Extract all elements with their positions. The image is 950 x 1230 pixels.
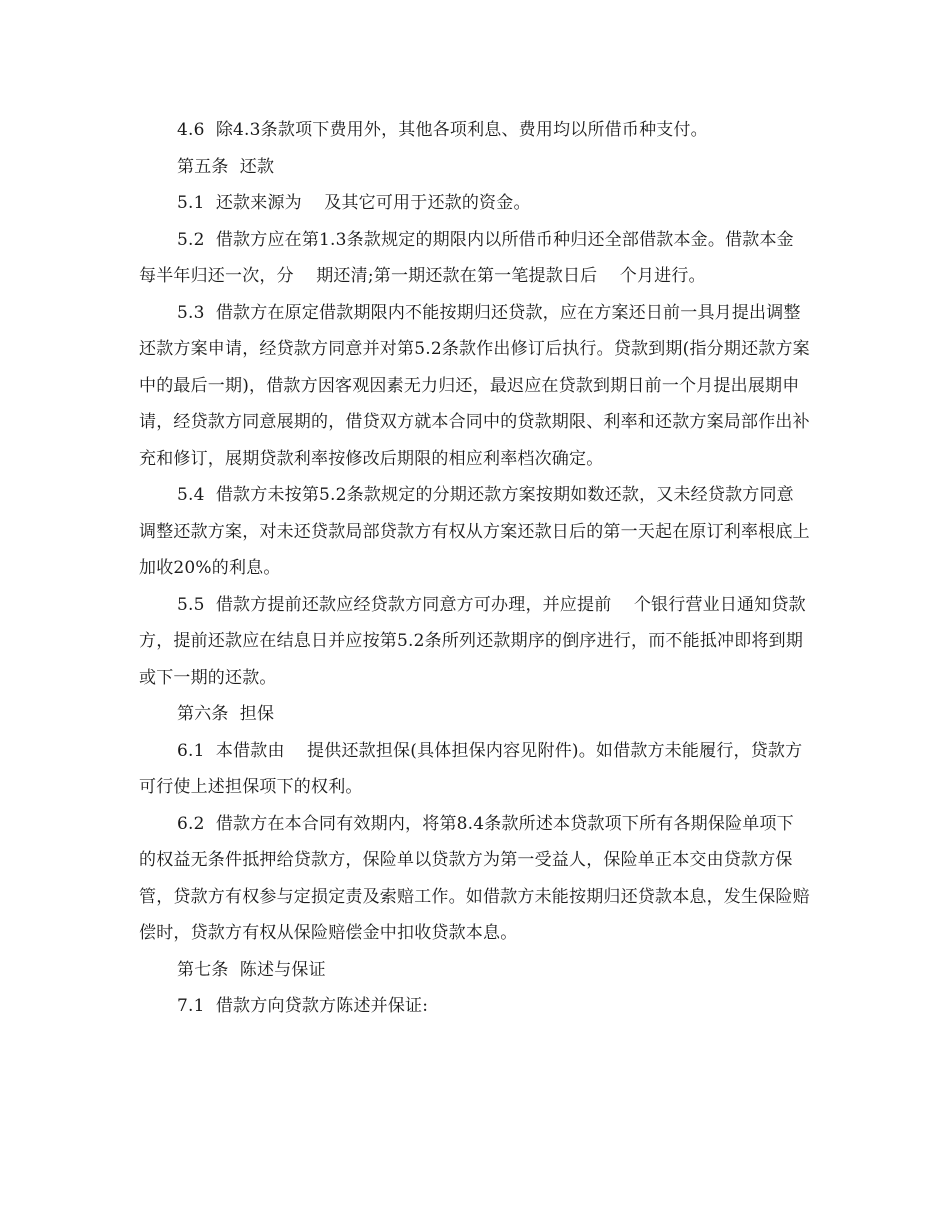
clause-5-3: 5.3 借款方在原定借款期限内不能按期归还贷款，应在方案还日前一具月提出调整还款方案申请，经贷款方同意并对第5.2条款作出修订后执行。贷款到期(指分期还款方案中的最后一期)，借款方因客观因素无力归还，最迟应在贷款到期日前一个月提出展期申请，经贷款方同意展期的，借贷双方就本合同中的贷款期限、利率和还款方案局部作出补充和修订，展期贷款利率按修改后期限的相应利率档次确定。 (139, 302, 810, 469)
clause-5-5: 5.5 借款方提前还款应经贷款方同意方可办理，并应提前 个银行营业日通知贷款方，提前还款应在结息日并应按第5.2条所列还款期序的倒序进行，而不能抵冲即将到期或下一期的还款。 (139, 594, 806, 688)
article-7-heading: 第七条 陈述与保证 (177, 959, 326, 980)
clause-4-6: 4.6 除4.3条款项下费用外，其他各项利息、费用均以所借币种支付。 (177, 120, 708, 140)
clause-5-4: 5.4 借款方未按第5.2条款规定的分期还款方案按期如数还款，又未经贷款方同意调整还款方案，对未还贷款局部贷款方有权从方案还款日后的第一天起在原订利率根底上加收20%的利息。 (139, 485, 810, 578)
clause-5-1: 5.1 还款来源为 及其它可用于还款的资金。 (177, 193, 531, 213)
article-6-heading: 第六条 担保 (177, 704, 275, 724)
article-5-heading: 第五条 还款 (177, 156, 275, 177)
clause-6-1: 6.1 本借款由 提供还款担保(具体担保内容见附件)。如借款方未能履行，贷款方可行使上述担保项下的权利。 (139, 740, 803, 797)
clause-6-2: 6.2 借款方在本合同有效期内，将第8.4条款所述本贷款项下所有各期保险单项下的权益无条件抵押给贷款方，保险单以贷款方为第一受益人，保险单正本交由贷款方保管，贷款方有权参与定损定责及索赔工作。如借款方未能按期归还贷款本息，发生保险赔偿时，贷款方有权从保险赔偿金中扣收贷款本息。 (139, 813, 810, 943)
document-page (139, 112, 811, 1025)
clause-5-2: 5.2 借款方应在第1.3条款规定的期限内以所借币种归还全部借款本金。借款本金每半年归还一次，分 期还清;第一期还款在第一笔提款日后 个月进行。 (139, 229, 794, 286)
clause-7-1: 7.1 借款方向贷款方陈述并保证: (177, 996, 429, 1016)
